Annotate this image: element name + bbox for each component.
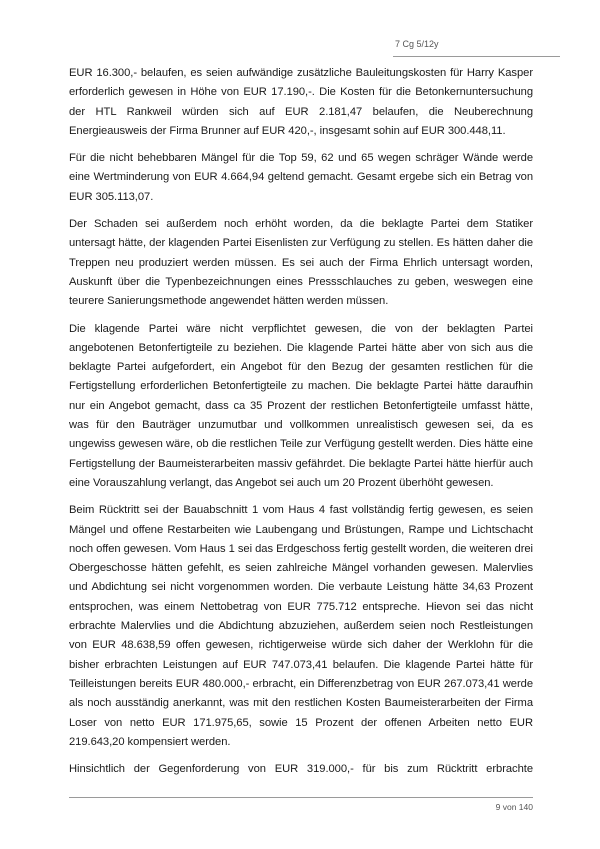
paragraph-counterclaim: Hinsichtlich der Gegenforderung von EUR 319.000,- für bis zum Rücktritt erbrachte	[69, 763, 533, 776]
case-number: 7 Cg 5/12y	[395, 39, 439, 49]
paragraph-cost-summary: EUR 16.300,- belaufen, es seien aufwändige zusätzliche Bauleitungskosten für Harry Kasper erforderlich gewesen in Höhe von EUR 17.190,-. Die Kosten für die Betonkernuntersuchung der HTL Rankweil würden sich auf EUR 2.181,47 belaufen, die Neuberechnung Energieausweis der Firma Brunner auf EUR 420,-, insgesamt sohin auf EUR 300.448,11.	[69, 67, 533, 137]
paragraph-value-reduction: Für die nicht behebbaren Mängel für die Top 59, 62 und 65 wegen schräger Wände werde eine Wertminderung von EUR 4.664,94 geltend gemacht. Gesamt ergebe sich ein Betrag von EUR 305.113,07.	[69, 152, 533, 203]
footer-divider	[69, 797, 533, 798]
page-number: 9 von 140	[495, 802, 533, 812]
document-body	[69, 64, 533, 787]
page-header	[393, 39, 560, 57]
paragraph-damage-increase: Der Schaden sei außerdem noch erhöht worden, da die beklagte Partei dem Statiker untersagt hätte, der klagenden Partei Eisenlisten zur Verfügung zu stellen. Es hätten daher die Treppen neu produziert werden müssen. Es sei auch der Firma Ehrlich untersagt worden, Auskunft über die Typenbezeichnungen eines Pressschlauches zu geben, weswegen eine teurere Sanierungsmethode angewendet hätten werden müssen.	[69, 218, 533, 308]
paragraph-withdrawal-status: Beim Rücktritt sei der Bauabschnitt 1 vom Haus 4 fast vollständig fertig gewesen, es seien Mängel und offene Restarbeiten wie Laubengang und Brüstungen, Rampe und Lichtschacht noch offen gewesen. Vom Haus 1 sei das Erdgeschoss fertig gestellt worden, die weiteren drei Obergeschosse hätten gefehlt, es seien zahlreiche Mängel vorhanden gewesen. Malervlies und Abdichtung sei nicht vorgenommen worden. Die verbaute Leistung hätte 34,63 Prozent entsprochen, was einem Nettobetrag von EUR 775.712 entspreche. Hievon sei das nicht erbrachte Malervlies und die Abdichtung abzuziehen, außerdem seien noch Restleistungen von EUR 48.638,59 offen gewesen, richtigerweise würde sich daher der Werklohn für die bisher erbrachten Leistungen auf EUR 747.073,41 belaufen. Die klagende Partei hätte für Teilleistungen bereits EUR 480.000,- erbracht, ein Differenzbetrag von EUR 267.073,41 werde als noch ausständig anerkannt, was mit den restlichen Kosten Baumeisterarbeiten der Firma Loser von netto EUR 171.975,65, sowie 15 Prozent der offenen Arbeiten netto EUR 219.643,20 kompensiert werden.	[69, 504, 533, 748]
paragraph-precast-offer: Die klagende Partei wäre nicht verpflichtet gewesen, die von der beklagten Partei angebotenen Betonfertigteile zu beziehen. Die klagende Partei hätte aber von sich aus die beklagte Partei aufgefordert, ein Angebot für den Bezug der gesamten restlichen für die Fertigstellung erforderlichen Betonfertigteile zu machen. Die beklagte Partei hätte daraufhin nur ein Angebot gemacht, dass ca 35 Prozent der restlichen Betonfertigteile umfasst hätte, was für den Bauträger unzumutbar und vollkommen unrealistisch gewesen sei, da es ungewiss gewesen wäre, ob die restlichen Teile zur Verfügung gestellt werden. Dies hätte eine Fertigstellung der Baumeisterarbeiten massiv gefährdet. Die beklagte Partei hätte hierfür auch eine Vorauszahlung verlangt, das Angebot sei auch um 20 Prozent überhöht gewesen.	[69, 322, 533, 489]
